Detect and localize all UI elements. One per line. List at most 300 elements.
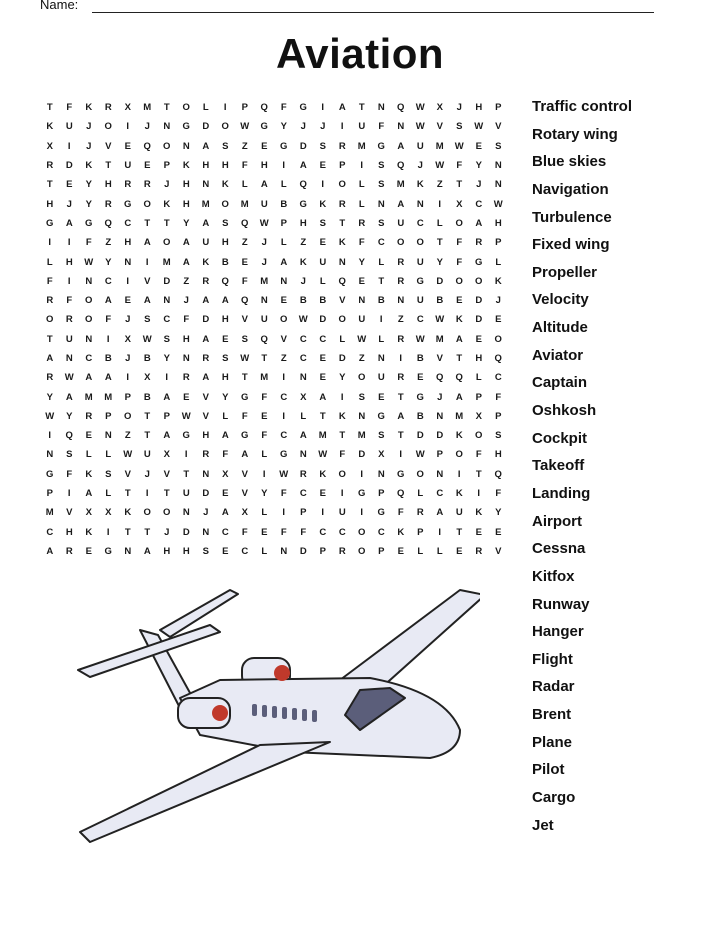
grid-letter[interactable]: H xyxy=(299,217,307,229)
grid-letter[interactable]: U xyxy=(358,121,366,133)
grid-letter[interactable]: K xyxy=(455,314,463,326)
grid-letter[interactable]: E xyxy=(475,140,482,152)
grid-letter[interactable]: S xyxy=(378,179,385,191)
grid-letter[interactable]: M xyxy=(84,391,93,403)
grid-letter[interactable]: D xyxy=(475,295,483,307)
grid-letter[interactable]: S xyxy=(105,468,112,480)
grid-letter[interactable]: L xyxy=(261,507,268,519)
grid-letter[interactable]: U xyxy=(397,217,405,229)
grid-letter[interactable]: X xyxy=(105,507,112,519)
grid-letter[interactable]: X xyxy=(436,102,443,114)
grid-letter[interactable]: Z xyxy=(300,237,307,249)
grid-letter[interactable]: G xyxy=(416,391,424,403)
grid-letter[interactable]: P xyxy=(241,102,248,114)
grid-letter[interactable]: A xyxy=(182,237,190,249)
grid-letter[interactable]: N xyxy=(358,410,366,422)
grid-letter[interactable]: G xyxy=(377,507,385,519)
grid-letter[interactable]: A xyxy=(397,140,405,152)
grid-letter[interactable]: Q xyxy=(397,102,405,114)
grid-letter[interactable]: M xyxy=(201,198,210,210)
grid-letter[interactable]: O xyxy=(455,217,463,229)
grid-letter[interactable]: G xyxy=(124,198,132,210)
grid-letter[interactable]: T xyxy=(46,333,53,345)
grid-letter[interactable]: U xyxy=(202,237,210,249)
grid-letter[interactable]: Z xyxy=(241,140,248,152)
grid-letter[interactable]: C xyxy=(475,198,483,210)
grid-letter[interactable]: P xyxy=(105,410,112,422)
grid-letter[interactable]: O xyxy=(104,121,112,133)
grid-letter[interactable]: I xyxy=(360,507,364,519)
grid-letter[interactable]: A xyxy=(202,372,210,384)
grid-letter[interactable]: U xyxy=(319,256,327,268)
grid-letter[interactable]: M xyxy=(240,198,249,210)
grid-letter[interactable]: A xyxy=(163,430,171,442)
grid-letter[interactable]: O xyxy=(46,314,54,326)
grid-letter[interactable]: E xyxy=(85,430,92,442)
grid-letter[interactable]: W xyxy=(240,121,250,133)
grid-letter[interactable]: I xyxy=(340,391,344,403)
grid-letter[interactable]: B xyxy=(221,256,229,268)
grid-letter[interactable]: M xyxy=(357,430,366,442)
grid-letter[interactable]: E xyxy=(261,410,268,422)
grid-letter[interactable]: J xyxy=(86,121,92,133)
grid-letter[interactable]: F xyxy=(105,314,112,326)
grid-letter[interactable]: O xyxy=(85,314,93,326)
grid-letter[interactable]: A xyxy=(436,507,444,519)
grid-letter[interactable]: T xyxy=(261,353,268,364)
grid-letter[interactable]: K xyxy=(455,430,463,442)
grid-letter[interactable]: V xyxy=(202,391,209,403)
grid-letter[interactable]: C xyxy=(299,353,307,364)
grid-letter[interactable]: X xyxy=(144,372,151,384)
grid-letter[interactable]: E xyxy=(280,295,287,307)
grid-letter[interactable]: X xyxy=(124,102,131,114)
grid-letter[interactable]: P xyxy=(163,410,170,422)
grid-letter[interactable]: Z xyxy=(280,353,287,364)
grid-letter[interactable]: Y xyxy=(261,488,268,500)
grid-letter[interactable]: L xyxy=(202,102,209,114)
grid-letter[interactable]: O xyxy=(358,545,366,557)
grid-letter[interactable]: S xyxy=(456,121,463,133)
grid-letter[interactable]: T xyxy=(436,237,443,249)
grid-letter[interactable]: O xyxy=(455,449,463,461)
grid-letter[interactable]: O xyxy=(85,295,93,307)
grid-letter[interactable]: W xyxy=(142,333,152,345)
grid-letter[interactable]: M xyxy=(260,275,269,287)
grid-letter[interactable]: T xyxy=(183,468,190,480)
grid-letter[interactable]: C xyxy=(280,430,288,442)
grid-letter[interactable]: Q xyxy=(143,140,151,152)
grid-letter[interactable]: M xyxy=(45,507,54,519)
grid-letter[interactable]: H xyxy=(65,256,73,268)
grid-letter[interactable]: T xyxy=(456,526,463,538)
grid-letter[interactable]: P xyxy=(417,526,424,538)
grid-letter[interactable]: I xyxy=(282,160,286,172)
grid-letter[interactable]: T xyxy=(144,410,151,422)
grid-letter[interactable]: H xyxy=(221,237,229,249)
grid-letter[interactable]: L xyxy=(300,410,307,422)
grid-letter[interactable]: X xyxy=(222,468,229,480)
grid-letter[interactable]: R xyxy=(65,545,73,557)
grid-letter[interactable]: I xyxy=(67,140,71,152)
grid-letter[interactable]: U xyxy=(377,372,385,384)
grid-letter[interactable]: F xyxy=(66,102,73,114)
grid-letter[interactable]: W xyxy=(415,102,425,114)
grid-letter[interactable]: U xyxy=(182,488,190,500)
grid-letter[interactable]: K xyxy=(475,507,483,519)
grid-letter[interactable]: K xyxy=(221,179,229,191)
grid-letter[interactable]: S xyxy=(163,333,170,345)
grid-letter[interactable]: A xyxy=(143,545,151,557)
grid-letter[interactable]: K xyxy=(46,121,54,133)
grid-letter[interactable]: I xyxy=(106,333,110,345)
grid-letter[interactable]: F xyxy=(456,237,463,249)
grid-letter[interactable]: Q xyxy=(241,217,249,229)
grid-letter[interactable]: D xyxy=(202,121,210,133)
grid-letter[interactable]: R xyxy=(416,507,424,519)
grid-letter[interactable]: L xyxy=(417,545,424,557)
grid-letter[interactable]: I xyxy=(438,526,442,538)
grid-letter[interactable]: N xyxy=(182,507,190,519)
grid-letter[interactable]: O xyxy=(143,507,151,519)
grid-letter[interactable]: S xyxy=(222,353,229,364)
grid-letter[interactable]: D xyxy=(163,275,171,287)
grid-letter[interactable]: W xyxy=(181,410,191,422)
grid-letter[interactable]: B xyxy=(377,295,385,307)
grid-letter[interactable]: Y xyxy=(280,121,287,133)
grid-letter[interactable]: R xyxy=(104,198,112,210)
grid-letter[interactable]: T xyxy=(163,102,170,114)
grid-letter[interactable]: N xyxy=(397,121,405,133)
grid-letter[interactable]: P xyxy=(124,391,131,403)
grid-letter[interactable]: V xyxy=(105,140,112,152)
grid-letter[interactable]: J xyxy=(300,275,306,287)
grid-letter[interactable]: O xyxy=(416,468,424,480)
grid-letter[interactable]: T xyxy=(163,217,170,229)
grid-letter[interactable]: T xyxy=(319,410,326,422)
grid-letter[interactable]: O xyxy=(338,468,346,480)
grid-letter[interactable]: H xyxy=(494,217,502,229)
grid-letter[interactable]: I xyxy=(106,526,110,538)
grid-letter[interactable]: G xyxy=(104,545,112,557)
grid-letter[interactable]: N xyxy=(202,468,210,480)
grid-letter[interactable]: H xyxy=(182,545,190,557)
grid-letter[interactable]: A xyxy=(221,295,229,307)
grid-letter[interactable]: N xyxy=(85,333,93,345)
grid-letter[interactable]: E xyxy=(261,140,268,152)
grid-letter[interactable]: F xyxy=(495,391,502,403)
grid-letter[interactable]: M xyxy=(318,430,327,442)
grid-letter[interactable]: E xyxy=(261,526,268,538)
grid-letter[interactable]: F xyxy=(475,449,482,461)
grid-letter[interactable]: A xyxy=(338,102,346,114)
grid-letter[interactable]: R xyxy=(85,410,93,422)
grid-letter[interactable]: Z xyxy=(358,353,365,364)
grid-letter[interactable]: F xyxy=(241,160,248,172)
grid-letter[interactable]: M xyxy=(396,179,405,191)
grid-letter[interactable]: O xyxy=(124,410,132,422)
grid-letter[interactable]: C xyxy=(319,333,327,345)
grid-letter[interactable]: I xyxy=(282,410,286,422)
grid-letter[interactable]: S xyxy=(495,430,502,442)
grid-letter[interactable]: V xyxy=(202,410,209,422)
grid-letter[interactable]: D xyxy=(416,430,424,442)
grid-letter[interactable]: R xyxy=(358,217,366,229)
grid-letter[interactable]: H xyxy=(46,198,54,210)
grid-letter[interactable]: S xyxy=(241,333,248,345)
grid-letter[interactable]: N xyxy=(46,449,54,461)
grid-letter[interactable]: Y xyxy=(495,507,502,519)
grid-letter[interactable]: U xyxy=(416,295,424,307)
grid-letter[interactable]: Q xyxy=(494,468,502,480)
grid-letter[interactable]: F xyxy=(397,507,404,519)
grid-letter[interactable]: E xyxy=(378,391,385,403)
grid-letter[interactable]: L xyxy=(436,545,443,557)
grid-letter[interactable]: R xyxy=(338,545,346,557)
grid-letter[interactable]: R xyxy=(338,140,346,152)
grid-letter[interactable]: Q xyxy=(397,488,405,500)
grid-letter[interactable]: P xyxy=(280,217,287,229)
grid-letter[interactable]: N xyxy=(280,275,288,287)
grid-letter[interactable]: O xyxy=(338,314,346,326)
grid-letter[interactable]: R xyxy=(338,198,346,210)
grid-letter[interactable]: Q xyxy=(241,295,249,307)
grid-letter[interactable]: J xyxy=(125,314,131,326)
grid-letter[interactable]: G xyxy=(241,430,249,442)
grid-letter[interactable]: C xyxy=(377,237,385,249)
grid-letter[interactable]: W xyxy=(279,468,289,480)
grid-letter[interactable]: U xyxy=(455,507,463,519)
grid-letter[interactable]: U xyxy=(416,140,424,152)
grid-letter[interactable]: A xyxy=(397,198,405,210)
grid-letter[interactable]: O xyxy=(221,121,229,133)
grid-letter[interactable]: N xyxy=(299,372,307,384)
grid-letter[interactable]: J xyxy=(125,353,131,364)
grid-letter[interactable]: K xyxy=(319,198,327,210)
grid-letter[interactable]: D xyxy=(202,488,210,500)
grid-letter[interactable]: A xyxy=(143,237,151,249)
grid-letter[interactable]: A xyxy=(46,353,54,364)
grid-letter[interactable]: L xyxy=(46,256,53,268)
grid-letter[interactable]: L xyxy=(378,333,385,345)
grid-letter[interactable]: V xyxy=(436,353,443,364)
grid-letter[interactable]: F xyxy=(280,102,287,114)
grid-letter[interactable]: X xyxy=(85,507,92,519)
grid-letter[interactable]: M xyxy=(162,256,171,268)
grid-letter[interactable]: E xyxy=(144,160,151,172)
grid-letter[interactable]: B xyxy=(104,353,112,364)
grid-letter[interactable]: D xyxy=(202,314,210,326)
grid-letter[interactable]: S xyxy=(202,545,209,557)
grid-letter[interactable]: Q xyxy=(436,372,444,384)
grid-letter[interactable]: K xyxy=(85,160,93,172)
grid-letter[interactable]: F xyxy=(66,295,73,307)
grid-letter[interactable]: N xyxy=(377,102,385,114)
grid-letter[interactable]: T xyxy=(144,430,151,442)
grid-letter[interactable]: Q xyxy=(221,275,229,287)
grid-letter[interactable]: Y xyxy=(85,198,92,210)
grid-letter[interactable]: D xyxy=(475,314,483,326)
grid-letter[interactable]: C xyxy=(299,488,307,500)
grid-letter[interactable]: N xyxy=(182,353,190,364)
grid-letter[interactable]: L xyxy=(436,217,443,229)
grid-letter[interactable]: F xyxy=(241,526,248,538)
grid-letter[interactable]: L xyxy=(105,488,112,500)
grid-letter[interactable]: Z xyxy=(183,275,190,287)
grid-letter[interactable]: I xyxy=(457,468,461,480)
grid-letter[interactable]: E xyxy=(319,353,326,364)
grid-letter[interactable]: H xyxy=(182,333,190,345)
grid-letter[interactable]: I xyxy=(67,275,71,287)
grid-letter[interactable]: K xyxy=(416,179,424,191)
grid-letter[interactable]: G xyxy=(377,140,385,152)
grid-letter[interactable]: K xyxy=(494,275,502,287)
grid-letter[interactable]: R xyxy=(143,179,151,191)
grid-letter[interactable]: Z xyxy=(436,179,443,191)
grid-letter[interactable]: F xyxy=(378,121,385,133)
grid-letter[interactable]: H xyxy=(221,372,229,384)
grid-letter[interactable]: P xyxy=(46,488,53,500)
grid-letter[interactable]: H xyxy=(475,102,483,114)
grid-letter[interactable]: Q xyxy=(260,333,268,345)
grid-letter[interactable]: C xyxy=(416,217,424,229)
grid-letter[interactable]: N xyxy=(377,353,385,364)
grid-letter[interactable]: H xyxy=(182,179,190,191)
grid-letter[interactable]: I xyxy=(321,507,325,519)
grid-letter[interactable]: T xyxy=(397,391,404,403)
grid-letter[interactable]: L xyxy=(280,237,287,249)
grid-letter[interactable]: O xyxy=(494,333,502,345)
grid-letter[interactable]: T xyxy=(46,179,53,191)
grid-letter[interactable]: J xyxy=(66,198,72,210)
grid-letter[interactable]: D xyxy=(338,353,346,364)
grid-letter[interactable]: O xyxy=(163,507,171,519)
grid-letter[interactable]: Y xyxy=(105,256,112,268)
grid-letter[interactable]: F xyxy=(456,160,463,172)
grid-letter[interactable]: Y xyxy=(183,217,190,229)
grid-letter[interactable]: K xyxy=(319,468,327,480)
grid-letter[interactable]: J xyxy=(456,102,462,114)
grid-letter[interactable]: O xyxy=(163,140,171,152)
grid-letter[interactable]: Y xyxy=(46,391,53,403)
grid-letter[interactable]: L xyxy=(241,179,248,191)
grid-letter[interactable]: I xyxy=(145,256,149,268)
grid-letter[interactable]: A xyxy=(221,430,229,442)
grid-letter[interactable]: I xyxy=(477,488,481,500)
grid-letter[interactable]: G xyxy=(260,121,268,133)
grid-letter[interactable]: G xyxy=(358,488,366,500)
grid-letter[interactable]: R xyxy=(397,372,405,384)
grid-letter[interactable]: E xyxy=(319,160,326,172)
grid-letter[interactable]: B xyxy=(416,410,424,422)
grid-letter[interactable]: E xyxy=(319,237,326,249)
grid-letter[interactable]: L xyxy=(261,545,268,557)
grid-letter[interactable]: H xyxy=(182,198,190,210)
grid-letter[interactable]: O xyxy=(416,237,424,249)
grid-letter[interactable]: I xyxy=(340,488,344,500)
grid-letter[interactable]: D xyxy=(358,449,366,461)
grid-letter[interactable]: A xyxy=(65,217,73,229)
grid-letter[interactable]: C xyxy=(436,488,444,500)
grid-letter[interactable]: J xyxy=(261,237,267,249)
grid-letter[interactable]: W xyxy=(435,160,445,172)
grid-letter[interactable]: R xyxy=(182,372,190,384)
grid-letter[interactable]: F xyxy=(222,449,229,461)
grid-letter[interactable]: L xyxy=(358,179,365,191)
grid-letter[interactable]: M xyxy=(143,102,152,114)
grid-letter[interactable]: C xyxy=(338,526,346,538)
grid-letter[interactable]: R xyxy=(46,372,54,384)
grid-letter[interactable]: L xyxy=(85,449,92,461)
grid-letter[interactable]: F xyxy=(280,488,287,500)
grid-letter[interactable]: B xyxy=(143,391,151,403)
grid-letter[interactable]: R xyxy=(475,545,483,557)
grid-letter[interactable]: Y xyxy=(163,353,170,364)
grid-letter[interactable]: M xyxy=(104,391,113,403)
grid-letter[interactable]: N xyxy=(436,410,444,422)
grid-letter[interactable]: T xyxy=(339,217,346,229)
grid-letter[interactable]: I xyxy=(48,430,52,442)
grid-letter[interactable]: G xyxy=(299,102,307,114)
grid-letter[interactable]: E xyxy=(183,391,190,403)
grid-letter[interactable]: D xyxy=(319,314,327,326)
grid-letter[interactable]: E xyxy=(66,179,73,191)
grid-letter[interactable]: I xyxy=(165,372,169,384)
grid-letter[interactable]: B xyxy=(319,295,327,307)
grid-letter[interactable]: J xyxy=(144,468,150,480)
grid-letter[interactable]: X xyxy=(378,449,385,461)
grid-letter[interactable]: A xyxy=(280,256,288,268)
grid-letter[interactable]: N xyxy=(202,179,210,191)
grid-letter[interactable]: O xyxy=(397,237,405,249)
grid-letter[interactable]: N xyxy=(182,140,190,152)
grid-letter[interactable]: Q xyxy=(397,160,405,172)
grid-letter[interactable]: F xyxy=(66,468,73,480)
grid-letter[interactable]: V xyxy=(241,488,248,500)
grid-letter[interactable]: A xyxy=(397,410,405,422)
grid-letter[interactable]: L xyxy=(261,449,268,461)
grid-letter[interactable]: L xyxy=(417,488,424,500)
grid-letter[interactable]: X xyxy=(241,507,248,519)
grid-letter[interactable]: V xyxy=(241,468,248,480)
grid-letter[interactable]: S xyxy=(319,217,326,229)
grid-letter[interactable]: Y xyxy=(339,372,346,384)
grid-letter[interactable]: J xyxy=(86,140,92,152)
grid-letter[interactable]: I xyxy=(223,102,227,114)
grid-letter[interactable]: A xyxy=(319,391,327,403)
grid-letter[interactable]: G xyxy=(46,468,54,480)
grid-letter[interactable]: T xyxy=(378,275,385,287)
grid-letter[interactable]: F xyxy=(339,449,346,461)
grid-letter[interactable]: T xyxy=(456,179,463,191)
grid-letter[interactable]: H xyxy=(260,160,268,172)
grid-letter[interactable]: G xyxy=(241,391,249,403)
grid-letter[interactable]: Z xyxy=(105,237,112,249)
grid-letter[interactable]: F xyxy=(183,314,190,326)
grid-letter[interactable]: Y xyxy=(358,256,365,268)
grid-letter[interactable]: N xyxy=(358,295,366,307)
grid-letter[interactable]: S xyxy=(378,430,385,442)
grid-letter[interactable]: V xyxy=(144,275,151,287)
grid-letter[interactable]: G xyxy=(416,275,424,287)
grid-letter[interactable]: X xyxy=(300,391,307,403)
grid-letter[interactable]: V xyxy=(436,121,443,133)
grid-letter[interactable]: T xyxy=(456,353,463,364)
grid-letter[interactable]: C xyxy=(46,526,54,538)
grid-letter[interactable]: B xyxy=(280,198,288,210)
grid-letter[interactable]: A xyxy=(182,256,190,268)
grid-letter[interactable]: P xyxy=(495,410,502,422)
